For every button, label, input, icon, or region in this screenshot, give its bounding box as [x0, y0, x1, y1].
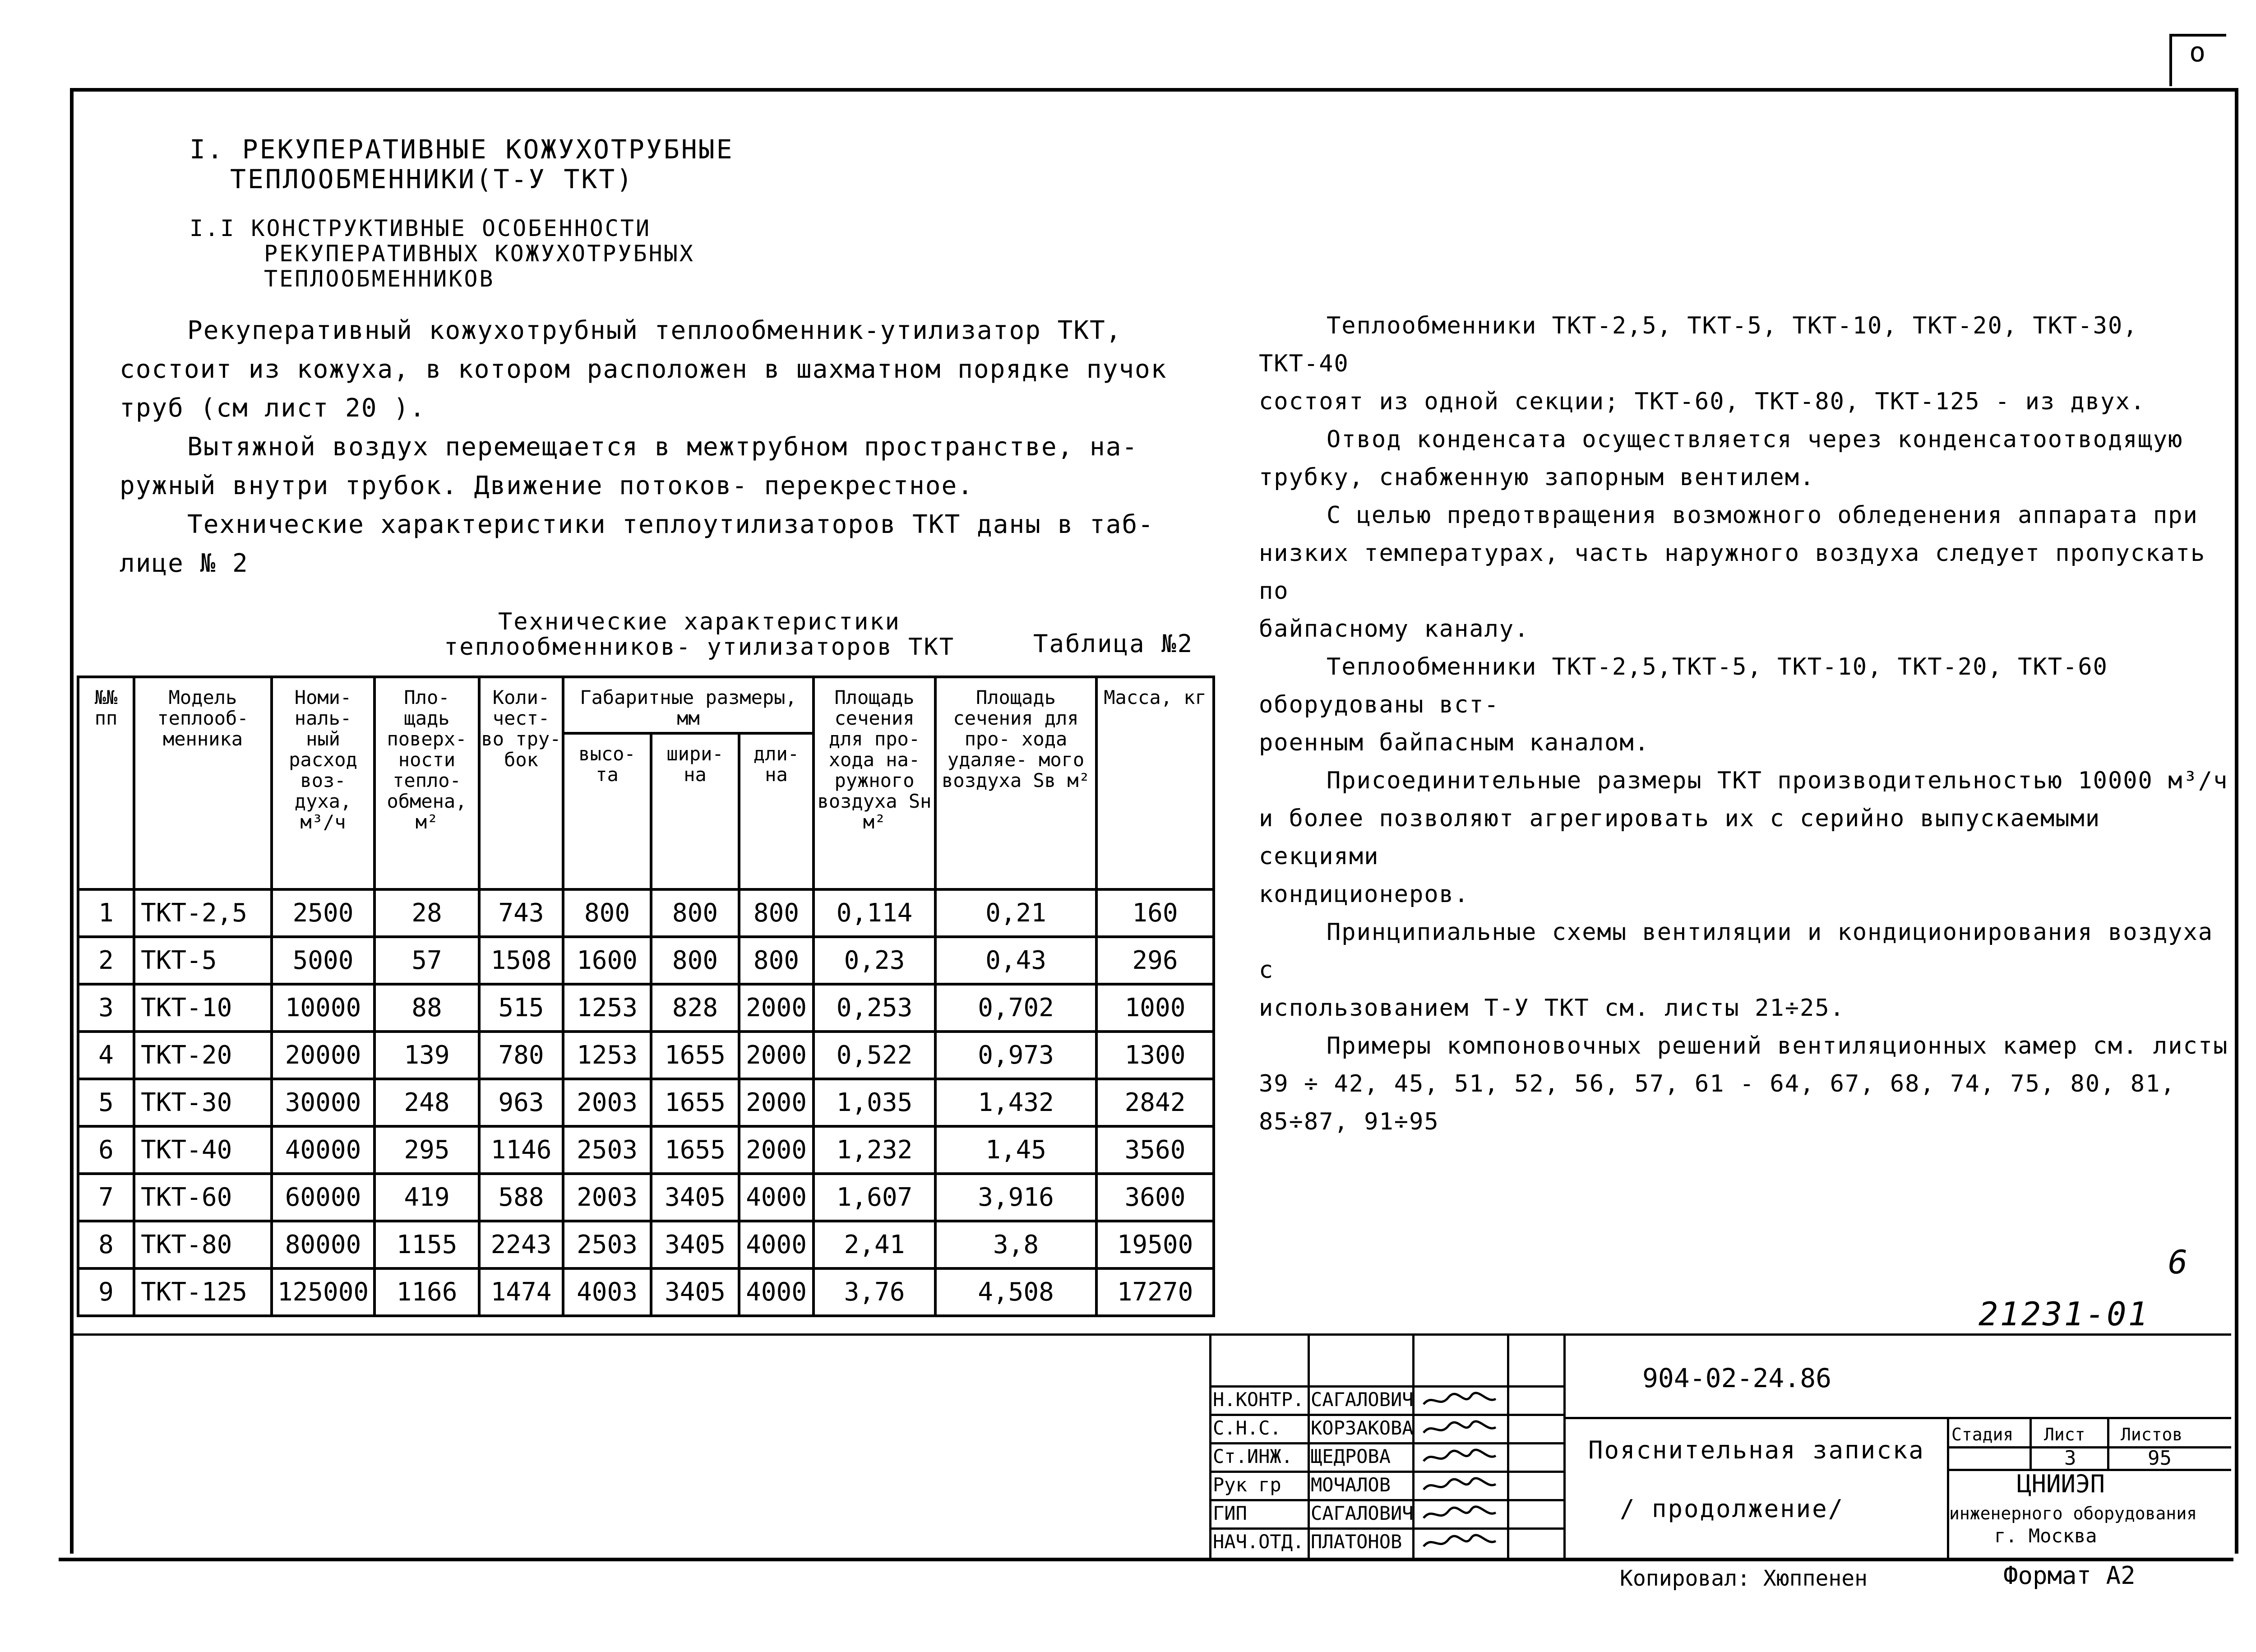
table-cell: 1655	[651, 1126, 739, 1174]
table-cell: 780	[479, 1032, 563, 1079]
table-cell: 2500	[272, 889, 374, 937]
title-block-stage-col1	[2029, 1417, 2032, 1469]
table-cell: 1655	[651, 1032, 739, 1079]
table-cell: ТКТ-20	[134, 1032, 272, 1079]
table-cell: 1,035	[814, 1079, 935, 1126]
title-block-role: Рук гр	[1213, 1474, 1281, 1496]
title-block-role: С.Н.С.	[1213, 1417, 1281, 1439]
title-block-left-border	[1209, 1333, 1211, 1559]
table-cell: 30000	[272, 1079, 374, 1126]
th-area: Пло- щадь поверх- ности тепло- обмена, м²	[374, 677, 479, 889]
table-cell: 3560	[1096, 1126, 1214, 1174]
table-row	[78, 889, 1214, 937]
archive-number: 21231-01	[1979, 1295, 2150, 1333]
table-cell: ТКТ-10	[134, 984, 272, 1032]
title-block-role: ГИП	[1213, 1502, 1247, 1524]
table-cell: 0,973	[935, 1032, 1096, 1079]
table-cell: ТКТ-5	[134, 937, 272, 984]
left-p3-line1: Технические характеристики теплоутилизаторов ТКТ даны в таб-	[187, 510, 1154, 539]
table-cell: 515	[479, 984, 563, 1032]
title-block-row-line	[1209, 1385, 1563, 1388]
left-body-text	[120, 311, 1211, 583]
table-cell: 3	[78, 984, 134, 1032]
sheets-label: Листов	[2121, 1425, 2183, 1444]
th-mass: Масса, кг	[1096, 677, 1214, 889]
table-row	[78, 1174, 1214, 1221]
table-cell: 5	[78, 1079, 134, 1126]
signature	[1421, 1504, 1489, 1522]
title-block-col5	[1947, 1417, 1949, 1558]
right-p7-line2: 39 ÷ 42, 45, 51, 52, 56, 57, 61 - 64, 67, 68, 74, 75, 80, 81, 85÷87, 91÷95	[1259, 1070, 2176, 1135]
table-cell: 3405	[651, 1174, 739, 1221]
table-cell: 800	[563, 889, 651, 937]
table-cell: 1,232	[814, 1126, 935, 1174]
table-cell: 19500	[1096, 1221, 1214, 1268]
table-cell: 17270	[1096, 1268, 1214, 1316]
th-dims: Габаритные размеры, мм	[563, 677, 814, 733]
table-cell: ТКТ-2,5	[134, 889, 272, 937]
table-caption-line1: Технические характеристики	[498, 608, 901, 635]
doc-code: 904-02-24.86	[1642, 1363, 1832, 1393]
title-block-role: НАЧ.ОТД.	[1213, 1531, 1304, 1553]
table-cell: 0,702	[935, 984, 1096, 1032]
left-p3-line2: лице № 2	[120, 549, 249, 578]
title-block-name: ПЛАТОНОВ	[1311, 1531, 1402, 1553]
table-row	[78, 1126, 1214, 1174]
section-1-title-line1: I. РЕКУПЕРАТИВНЫЕ КОЖУХОТРУБНЫЕ	[190, 134, 734, 165]
title-block-name: ЩЕДРОВА	[1311, 1445, 1391, 1467]
table-cell: 1,45	[935, 1126, 1096, 1174]
table-row	[78, 937, 1214, 984]
right-p1-line2: состоят из одной секции; ТКТ-60, ТКТ-80, ТКТ-125 - из двух.	[1259, 388, 2146, 415]
doc-title-line2: / продолжение/	[1620, 1495, 1845, 1523]
table-cell: 0,253	[814, 984, 935, 1032]
table-cell: 1,607	[814, 1174, 935, 1221]
title-block-row-line	[1209, 1471, 1563, 1473]
table-cell: 1253	[563, 1032, 651, 1079]
table-caption-line2: теплообменников- утилизаторов ТКТ	[444, 634, 955, 661]
table-cell: 1508	[479, 937, 563, 984]
left-p1-line3: труб (см лист 20 ).	[120, 393, 426, 423]
table-cell: 828	[651, 984, 739, 1032]
section-1-1-title-line2: РЕКУПЕРАТИВНЫХ КОЖУХОТРУБНЫХ	[264, 241, 695, 267]
table-cell: 4	[78, 1032, 134, 1079]
table-cell: 419	[374, 1174, 479, 1221]
table-cell: 1155	[374, 1221, 479, 1268]
right-p4-line2: роенным байпасным каналом.	[1259, 729, 1650, 756]
table-cell: 2,41	[814, 1221, 935, 1268]
right-p5-line1: Присоединительные размеры ТКТ производительностью 10000 м³/ч	[1327, 767, 2228, 794]
title-block-name: КОРЗАКОВА	[1311, 1417, 1414, 1439]
title-block-mid-line	[1563, 1417, 2231, 1419]
th-sec-exh: Площадь сечения для про- хода удаляе- мого воздуха Sв м²	[935, 677, 1096, 889]
section-1-1-title-line3: ТЕПЛООБМЕННИКОВ	[264, 266, 495, 292]
left-p1-line1: Рекуперативный кожухотрубный теплообменник-утилизатор ТКТ,	[187, 316, 1122, 345]
table-cell: 1600	[563, 937, 651, 984]
title-block-name: САГАЛОВИЧ	[1311, 1502, 1414, 1524]
spec-table	[77, 676, 1215, 1317]
table-cell: 6	[78, 1126, 134, 1174]
table-cell: 0,522	[814, 1032, 935, 1079]
table-border-cell	[272, 1316, 374, 1317]
table-cell: 4003	[563, 1268, 651, 1316]
table-border-cell	[563, 1316, 651, 1317]
th-tubes: Коли- чест- во тру- бок	[479, 677, 563, 889]
title-block-col2	[1412, 1333, 1415, 1559]
table-cell: 0,23	[814, 937, 935, 984]
copied-by: Копировал: Хюппенен	[1620, 1566, 1868, 1591]
table-row	[78, 1079, 1214, 1126]
th-num: №№ пп	[78, 677, 134, 889]
table-cell: 3405	[651, 1268, 739, 1316]
table-border-cell	[739, 1316, 814, 1317]
sheets-value: 95	[2148, 1447, 2172, 1470]
left-p2-line1: Вытяжной воздух перемещается в межтрубном пространстве, на-	[187, 432, 1138, 462]
stage-label: Стадия	[1951, 1425, 2014, 1444]
right-p6-line2: использованием Т-У ТКТ см. листы 21÷25.	[1259, 995, 1845, 1022]
table-cell: 743	[479, 889, 563, 937]
table-border-cell	[814, 1316, 935, 1317]
sheet-value: 3	[2064, 1447, 2076, 1470]
table-border-cell	[935, 1316, 1096, 1317]
table-cell: 125000	[272, 1268, 374, 1316]
table-cell: 0,43	[935, 937, 1096, 984]
format-label: Формат А2	[2003, 1561, 2136, 1590]
section-1-1-title-line1: I.I КОНСТРУКТИВНЫЕ ОСОБЕННОСТИ	[190, 215, 652, 241]
title-block-col3	[1507, 1333, 1509, 1559]
signature	[1421, 1419, 1489, 1437]
table-cell: ТКТ-40	[134, 1126, 272, 1174]
table-cell: 2000	[739, 984, 814, 1032]
table-cell: 3,916	[935, 1174, 1096, 1221]
table-cell: 2000	[739, 1126, 814, 1174]
table-cell: 1	[78, 889, 134, 937]
right-p3-line3: байпасному каналу.	[1259, 615, 1530, 643]
org-line1: ЦНИИЭП	[2017, 1470, 2105, 1498]
right-p5-line3: кондиционеров.	[1259, 881, 1470, 908]
table-cell: ТКТ-80	[134, 1221, 272, 1268]
table-cell: 1474	[479, 1268, 563, 1316]
th-length: дли- на	[739, 733, 814, 889]
corner-mark-box	[2169, 34, 2226, 86]
doc-title-line1: Пояснительная записка	[1588, 1436, 1925, 1464]
table-cell: 963	[479, 1079, 563, 1126]
th-model: Модель теплооб- менника	[134, 677, 272, 889]
title-block-stage-col2	[2107, 1417, 2109, 1469]
signature	[1421, 1533, 1489, 1551]
right-p6-line1: Принципиальные схемы вентиляции и кондиционирования воздуха с	[1259, 919, 2214, 984]
th-height: высо- та	[563, 733, 651, 889]
table-cell: 3600	[1096, 1174, 1214, 1221]
table-cell: 800	[739, 889, 814, 937]
signature	[1421, 1476, 1489, 1494]
table-cell: 28	[374, 889, 479, 937]
title-block-row-line	[1209, 1499, 1563, 1501]
table-row	[78, 984, 1214, 1032]
table-caption	[429, 609, 970, 660]
table-cell: 800	[651, 937, 739, 984]
table-cell: 2842	[1096, 1079, 1214, 1126]
right-p2-line1: Отвод конденсата осуществляется через конденсатоотводящую	[1327, 426, 2183, 453]
frame-bottom-line	[59, 1558, 2233, 1561]
title-block-role: Ст.ИНЖ.	[1213, 1445, 1293, 1467]
table-cell: 10000	[272, 984, 374, 1032]
table-cell: 2003	[563, 1174, 651, 1221]
table-cell: 4000	[739, 1268, 814, 1316]
table-cell: 296	[1096, 937, 1214, 984]
table-cell: 1000	[1096, 984, 1214, 1032]
title-block-col1	[1308, 1333, 1310, 1559]
table-cell: ТКТ-60	[134, 1174, 272, 1221]
table-cell: 2000	[739, 1032, 814, 1079]
table-cell: 1166	[374, 1268, 479, 1316]
right-p4-line1: Теплообменники ТКТ-2,5,ТКТ-5, ТКТ-10, ТКТ-20, ТКТ-60 оборудованы вст-	[1259, 653, 2108, 718]
table-cell: 80000	[272, 1221, 374, 1268]
table-cell: 4,508	[935, 1268, 1096, 1316]
table-cell: 3405	[651, 1221, 739, 1268]
table-border-cell	[479, 1316, 563, 1317]
right-body-text	[1259, 307, 2229, 1141]
table-row	[78, 1268, 1214, 1316]
table-cell: 60000	[272, 1174, 374, 1221]
table-row	[78, 1221, 1214, 1268]
right-p5-line2: и более позволяют агрегировать их с серийно выпускаемыми секциями	[1259, 805, 2101, 870]
table-cell: 1,432	[935, 1079, 1096, 1126]
table-border-cell	[651, 1316, 739, 1317]
table-border-cell	[1096, 1316, 1214, 1317]
left-p1-line2: состоит из кожуха, в котором расположен в шахматном порядке пучок	[120, 355, 1167, 384]
title-block-col4	[1563, 1333, 1566, 1559]
table-cell: 4000	[739, 1174, 814, 1221]
table-cell: 588	[479, 1174, 563, 1221]
table-cell: 248	[374, 1079, 479, 1126]
table-cell: 40000	[272, 1126, 374, 1174]
th-sec-out: Площадь сечения для про- хода на- ружного воздуха Sн м²	[814, 677, 935, 889]
table-cell: 2503	[563, 1126, 651, 1174]
right-p2-line2: трубку, снабженную запорным вентилем.	[1259, 464, 1815, 491]
title-block-row-line	[1209, 1414, 1563, 1416]
th-flow: Номи- наль- ный расход воз- духа, м³/ч	[272, 677, 374, 889]
table-cell: 295	[374, 1126, 479, 1174]
table-cell: 800	[651, 889, 739, 937]
table-border-cell	[374, 1316, 479, 1317]
left-p2-line2: ружный внутри трубок. Движение потоков- перекрестное.	[120, 471, 974, 500]
table-cell: 20000	[272, 1032, 374, 1079]
title-block-top-line	[70, 1333, 2231, 1336]
table-cell: 4000	[739, 1221, 814, 1268]
table-cell: 0,21	[935, 889, 1096, 937]
signature	[1421, 1391, 1489, 1409]
th-width: шири- на	[651, 733, 739, 889]
title-block-row-line	[1209, 1527, 1563, 1530]
table-cell: 800	[739, 937, 814, 984]
title-block-name: МОЧАЛОВ	[1311, 1474, 1391, 1496]
table-cell: 8	[78, 1221, 134, 1268]
table-cell: 88	[374, 984, 479, 1032]
table-bottom-border	[78, 1316, 1214, 1317]
sheet-label: Лист	[2044, 1425, 2085, 1444]
table-cell: 7	[78, 1174, 134, 1221]
table-border-cell	[78, 1316, 134, 1317]
table-cell: 2	[78, 937, 134, 984]
section-1-title	[190, 134, 734, 194]
corner-mark: о	[2189, 37, 2206, 68]
table-cell: 160	[1096, 889, 1214, 937]
right-p3-line1: С целью предотвращения возможного обледенения аппарата при	[1327, 502, 2198, 529]
table-border-cell	[134, 1316, 272, 1317]
right-p1-line1: Теплообменники ТКТ-2,5, ТКТ-5, ТКТ-10, ТКТ-20, ТКТ-30, ТКТ-40	[1259, 312, 2138, 377]
org-line2: инженерного оборудования	[1949, 1504, 2197, 1523]
table-label: Таблица №2	[1033, 629, 1194, 658]
sheet-mark: 6	[2168, 1243, 2188, 1281]
table-cell: 57	[374, 937, 479, 984]
signature	[1421, 1448, 1489, 1466]
title-block-stage-line	[1947, 1446, 2231, 1448]
table-row	[78, 1032, 1214, 1079]
title-block-row-line	[1209, 1442, 1563, 1444]
table-cell: ТКТ-125	[134, 1268, 272, 1316]
title-block-name: САГАЛОВИЧ	[1311, 1388, 1414, 1411]
right-p7-line1: Примеры компоновочных решений вентиляционных камер см. листы	[1327, 1032, 2228, 1060]
table-cell: 139	[374, 1032, 479, 1079]
table-cell: 2243	[479, 1221, 563, 1268]
table-cell: 2000	[739, 1079, 814, 1126]
table-cell: 0,114	[814, 889, 935, 937]
table-cell: 2003	[563, 1079, 651, 1126]
title-block-role: Н.КОНТР.	[1213, 1388, 1304, 1411]
table-cell: 1655	[651, 1079, 739, 1126]
table-cell: 5000	[272, 937, 374, 984]
table-cell: 1300	[1096, 1032, 1214, 1079]
section-1-title-line2: ТЕПЛООБМЕННИКИ(Т-У ТКТ)	[230, 164, 634, 194]
section-1-1-title	[190, 216, 695, 292]
table-cell: ТКТ-30	[134, 1079, 272, 1126]
org-line3: г. Москва	[1994, 1525, 2097, 1547]
table-cell: 3,8	[935, 1221, 1096, 1268]
table-cell: 1253	[563, 984, 651, 1032]
right-p3-line2: низких температурах, часть наружного воздуха следует пропускать по	[1259, 540, 2206, 605]
table-cell: 1146	[479, 1126, 563, 1174]
table-cell: 3,76	[814, 1268, 935, 1316]
table-cell: 9	[78, 1268, 134, 1316]
table-cell: 2503	[563, 1221, 651, 1268]
